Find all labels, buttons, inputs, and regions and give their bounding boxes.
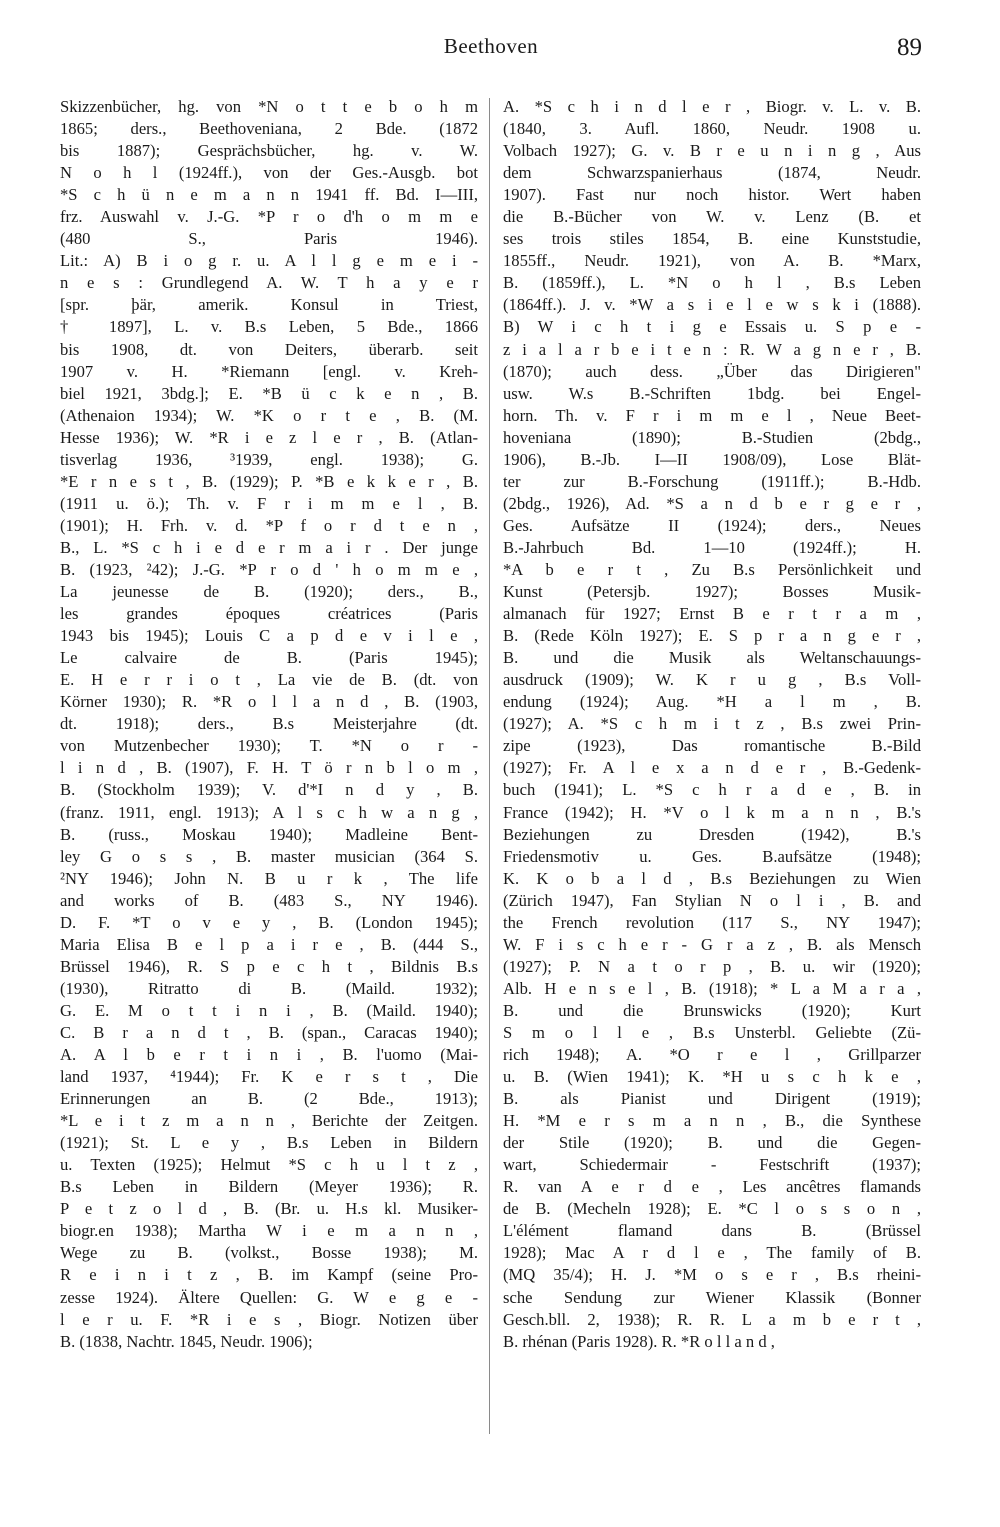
right-column-line: 1907). Fast nur noch histor. Wert haben (503, 185, 921, 205)
right-column-line: (2bdg., 1926), Ad. *S a n d b e r g e r , (503, 493, 921, 513)
left-column-line: 1907 v. H. *Riemann [engl. v. Kreh- (60, 361, 478, 381)
left-column-line: Wege zu B. (volkst., Bosse 1938); M. (60, 1243, 478, 1263)
right-column-line: L'élément flamand dans B. (Brüssel (503, 1221, 921, 1241)
left-column-line: land 1937, ⁴1944); Fr. K e r s t , Die (60, 1067, 478, 1087)
left-column-line: La jeunesse de B. (1920); ders., B., (60, 582, 478, 602)
left-column-line: A. A l b e r t i n i , B. l'uomo (Mai- (60, 1045, 478, 1065)
left-column-line: Brüssel 1946), R. S p e c h t , Bildnis B.s (60, 956, 478, 976)
page-header (60, 34, 922, 74)
right-column-line: K. K o b a l d , B.s Beziehungen zu Wien (503, 868, 921, 888)
left-column-line: [spr. þär, amerik. Konsul in Triest, (60, 295, 478, 315)
left-column-line: les grandes époques créatrices (Paris (60, 604, 478, 624)
left-column-line: (480 S., Paris 1946). (60, 229, 478, 249)
right-column-line: Kunst (Petersjb. 1927); Bosses Musik- (503, 582, 921, 602)
left-column-line: D. F. *T o v e y , B. (London 1945); (60, 912, 478, 932)
left-column-line: tisverlag 1936, ³1939, engl. 1938); G. (60, 449, 478, 469)
right-column-line: B. (1859ff.), L. *N o h l , B.s Leben (503, 273, 921, 293)
right-column-line: ses trois stiles 1854, B. eine Kunststudie, (503, 229, 921, 249)
right-column-line: B. und die Brunswicks (1920); Kurt (503, 1000, 921, 1020)
right-column-line: (1927); A. *S c h m i t z , B.s zwei Prin- (503, 714, 921, 734)
left-column-line: † 1897], L. v. B.s Leben, 5 Bde., 1866 (60, 317, 478, 337)
right-column-line: sche Sendung zur Wiener Klassik (Bonner (503, 1287, 921, 1307)
right-column-line: horn. Th. v. F r i m m e l , Neue Beet- (503, 405, 921, 425)
right-column-line: zipe (1923), Das romantische B.-Bild (503, 736, 921, 756)
left-column-line: B. (1838, Nachtr. 1845, Neudr. 1906); (60, 1331, 313, 1351)
left-column-line: u. Texten (1925); Helmut *S c h u l t z , (60, 1155, 478, 1175)
right-column-line: ter zur B.-Forschung (1911ff.); B.-Hdb. (503, 471, 921, 491)
right-column-line: ausdruck (1909); W. K r u g , B.s Voll- (503, 670, 921, 690)
right-column-line: dem Schwarzspanierhaus (1874, Neudr. (503, 163, 921, 183)
right-column-line: H. *M e r s m a n n , B., die Synthese (503, 1111, 921, 1131)
left-column-line: *E r n e s t , B. (1929); P. *B e k k e r , B. (60, 471, 478, 491)
left-column-line: biogr.en 1938); Martha W i e m a n n , (60, 1221, 478, 1241)
right-column-line: z i a l a r b e i t e n : R. W a g n e r , B. (503, 339, 921, 359)
left-column-line: Erinnerungen an B. (2 Bde., 1913); (60, 1089, 478, 1109)
right-column-line: 1855ff., Neudr. 1921), von A. B. *Marx, (503, 251, 921, 271)
left-column-line: Hesse 1936); W. *R i e z l e r , B. (Atlan- (60, 427, 478, 447)
right-column-line: Gesch.bll. 2, 1938); R. R. L a m b e r t , (503, 1309, 921, 1329)
right-column-line: de B. (Mecheln 1928); E. *C l o s s o n , (503, 1199, 921, 1219)
right-column-line: 1928); Mac A r d l e , The family of B. (503, 1243, 921, 1263)
text-columns (60, 96, 922, 1476)
right-column-line: (1927); Fr. A l e x a n d e r , B.-Gedenk- (503, 758, 921, 778)
left-column-line: R e i n i t z , B. im Kampf (seine Pro- (60, 1265, 478, 1285)
left-column-line: (1911 u. ö.); Th. v. F r i m m e l , B. (60, 493, 478, 513)
right-column-line: *A b e r t , Zu B.s Persönlichkeit und (503, 559, 921, 579)
right-column-line: W. F i s c h e r - G r a z , B. als Mensch (503, 934, 921, 954)
right-column-line: buch (1941); L. *S c h r a d e , B. in (503, 780, 921, 800)
left-column-line: frz. Auswahl v. J.-G. *P r o d'h o m m e (60, 207, 478, 227)
left-column-line: Körner 1930); R. *R o l l a n d , B. (1903, (60, 692, 478, 712)
left-column-line: and works of B. (483 S., NY 1946). (60, 890, 478, 910)
right-column-line: Friedensmotiv u. Ges. B.aufsätze (1948); (503, 846, 921, 866)
left-column-line: von Mutzenbecher 1930); T. *N o r - (60, 736, 478, 756)
left-column-line: B. (Stockholm 1939); V. d'*I n d y , B. (60, 780, 478, 800)
left-column-line: P e t z o l d , B. (Br. u. H.s kl. Musiker- (60, 1199, 478, 1219)
left-column-line: *S c h ü n e m a n n 1941 ff. Bd. I—III, (60, 185, 478, 205)
right-column-line: A. *S c h i n d l e r , Biogr. v. L. v. B. (503, 97, 921, 116)
right-column-line: the French revolution (117 S., NY 1947); (503, 912, 921, 932)
right-column-line: der Stile (1920); B. und die Gegen- (503, 1133, 921, 1153)
right-column-line: u. B. (Wien 1941); K. *H u s c h k e , (503, 1067, 921, 1087)
right-column-line: rich 1948); A. *O r e l , Grillparzer (503, 1045, 921, 1065)
left-column-line: bis 1887); Gesprächsbücher, hg. v. W. (60, 141, 478, 161)
right-column-line: wart, Schiedermair - Festschrift (1937); (503, 1155, 921, 1175)
left-column-line: *L e i t z m a n n , Berichte der Zeitgen. (60, 1111, 478, 1131)
left-column-line: B. (1923, ²42); J.-G. *P r o d ' h o m m e , (60, 559, 478, 579)
right-column-line: B.-Jahrbuch Bd. 1—10 (1924ff.); H. (503, 537, 921, 557)
left-column-line: (Athenaion 1934); W. *K o r t e , B. (M. (60, 405, 478, 425)
left-column-line: Skizzenbücher, hg. von *N o t t e b o h m (60, 97, 478, 116)
right-column-line: Ges. Aufsätze II (1924); ders., Neues (503, 515, 921, 535)
right-column (503, 96, 921, 1353)
right-column-line: (MQ 35/4); H. J. *M o s e r , B.s rheini- (503, 1265, 921, 1285)
right-column-line: S m o l l e , B.s Unsterbl. Geliebte (Zü- (503, 1022, 921, 1042)
left-column-line: G. E. M o t t i n i , B. (Maild. 1940); (60, 1000, 478, 1020)
right-column-line: B. und die Musik als Weltanschauungs- (503, 648, 921, 668)
left-column-line: 1943 bis 1945); Louis C a p d e v i l e , (60, 626, 478, 646)
right-column-line: hoveniana (1890); B.-Studien (2bdg., (503, 427, 921, 447)
left-column-line: Le calvaire de B. (Paris 1945); (60, 648, 478, 668)
right-column-line: (1927); P. N a t o r p , B. u. wir (1920); (503, 956, 921, 976)
left-column-line: bis 1908, dt. von Deiters, überarb. seit (60, 339, 478, 359)
left-column (60, 96, 478, 1353)
right-column-line: B. (Rede Köln 1927); E. S p r a n g e r , (503, 626, 921, 646)
right-column-line: (1870); auch dess. „Über das Dirigieren" (503, 361, 921, 381)
right-column-line: Alb. H e n s e l , B. (1918); * L a M a r a , (503, 978, 921, 998)
page-number: 89 (897, 34, 922, 61)
left-column-line: 1865; ders., Beethoveniana, 2 Bde. (1872 (60, 119, 478, 139)
right-column-line: (1840, 3. Aufl. 1860, Neudr. 1908 u. (503, 119, 921, 139)
right-column-line: Volbach 1927); G. v. B r e u n i n g , Aus (503, 141, 921, 161)
right-column-line: B. rhénan (Paris 1928). R. *R o l l a n d , (503, 1331, 775, 1351)
right-column-line: 1906), B.-Jb. I—II 1908/09), Lose Blät- (503, 449, 921, 469)
right-column-line: B) W i c h t i g e Essais u. S p e - (503, 317, 921, 337)
left-column-line: ²NY 1946); John N. B u r k , The life (60, 868, 478, 888)
left-column-line: E. H e r r i o t , La vie de B. (dt. von (60, 670, 478, 690)
left-column-line: (1930), Ritratto di B. (Maild. 1932); (60, 978, 478, 998)
left-column-line: B. (russ., Moskau 1940); Madleine Bent- (60, 824, 478, 844)
right-column-line: Beziehungen zu Dresden (1942), B.'s (503, 824, 921, 844)
left-column-line: (1921); St. L e y , B.s Leben in Bildern (60, 1133, 478, 1153)
left-column-line: N o h l (1924ff.), von der Ges.-Ausgb. bot (60, 163, 478, 183)
left-column-line: Lit.: A) B i o g r. u. A l l g e m e i - (60, 251, 478, 271)
right-column-line: endung (1924); Aug. *H a l m , B. (503, 692, 921, 712)
left-column-line: (1901); H. Frh. v. d. *P f o r d t e n , (60, 515, 478, 535)
left-column-line: l e r u. F. *R i e s , Biogr. Notizen über (60, 1309, 478, 1329)
left-column-line: l i n d , B. (1907), F. H. T ö r n b l o m , (60, 758, 478, 778)
right-column-line: die B.-Bücher von W. v. Lenz (B. et (503, 207, 921, 227)
left-column-line: biel 1921, 3bdg.]; E. *B ü c k e n , B. (60, 383, 478, 403)
left-column-line: B.s Leben in Bildern (Meyer 1936); R. (60, 1177, 478, 1197)
right-column-line: almanach für 1927; Ernst B e r t r a m , (503, 604, 921, 624)
right-column-line: (1864ff.). J. v. *W a s i e l e w s k i (1888). (503, 295, 921, 315)
right-column-line: R. van A e r d e , Les ancêtres flamands (503, 1177, 921, 1197)
left-column-line: zesse 1924). Ältere Quellen: G. W e g e - (60, 1287, 478, 1307)
left-column-line: Maria Elisa B e l p a i r e , B. (444 S., (60, 934, 478, 954)
right-column-line: B. als Pianist und Dirigent (1919); (503, 1089, 921, 1109)
right-column-line: (Zürich 1947), Fan Stylian N o l i , B. and (503, 890, 921, 910)
left-column-line: n e s : Grundlegend A. W. T h a y e r (60, 273, 478, 293)
left-column-line: C. B r a n d t , B. (span., Caracas 1940); (60, 1022, 478, 1042)
running-title: Beethoven (443, 34, 539, 58)
left-column-line: ley G o s s , B. master musician (364 S. (60, 846, 478, 866)
right-column-line: usw. W.s B.-Schriften 1bdg. bei Engel- (503, 383, 921, 403)
left-column-line: B., L. *S c h i e d e r m a i r . Der junge (60, 537, 478, 557)
left-column-line: dt. 1918); ders., B.s Meisterjahre (dt. (60, 714, 478, 734)
column-divider (489, 98, 490, 1434)
left-column-line: (franz. 1911, engl. 1913); A l s c h w a n g , (60, 802, 478, 822)
right-column-line: France (1942); H. *V o l k m a n n , B.'s (503, 802, 921, 822)
